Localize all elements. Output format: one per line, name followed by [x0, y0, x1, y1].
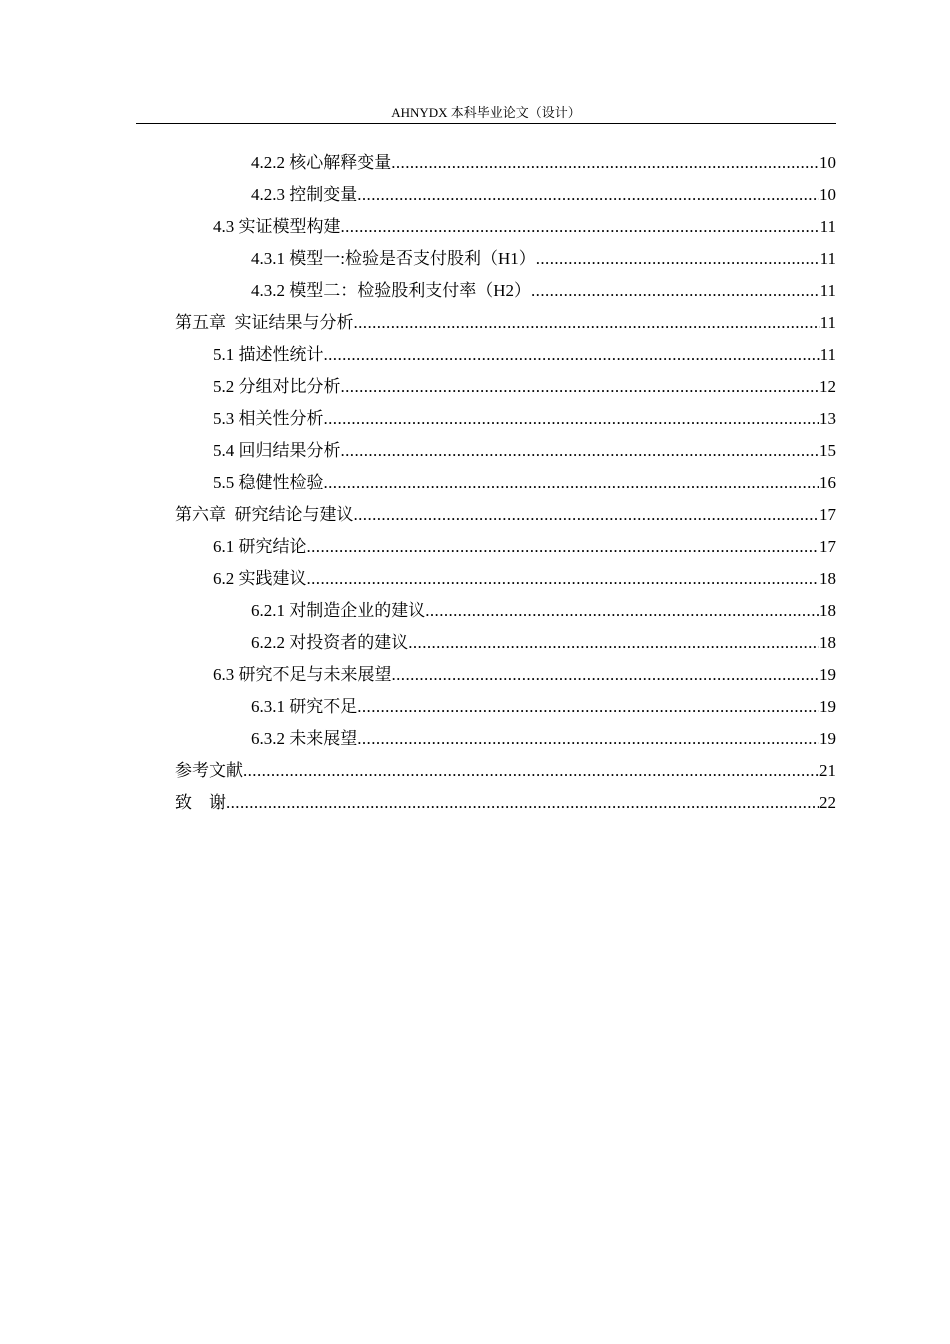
table-of-contents	[0, 142, 950, 814]
toc-entry-title: 4.2.2 核心解释变量	[251, 153, 392, 172]
toc-entry[interactable]	[251, 622, 836, 654]
toc-entry[interactable]	[175, 494, 836, 526]
toc-entry[interactable]	[251, 590, 836, 622]
toc-entry-title: 第五章 实证结果与分析	[175, 313, 354, 332]
toc-dot-leader	[357, 184, 819, 206]
toc-dot-leader	[341, 440, 820, 462]
page-header: AHNYDX 本科毕业论文（设计）	[391, 105, 581, 120]
toc-entry[interactable]	[213, 462, 836, 494]
toc-entry-page: 17	[819, 505, 836, 524]
toc-entry-title: 6.2 实践建议	[213, 569, 307, 588]
toc-entry-title: 4.3 实证模型构建	[213, 217, 341, 236]
toc-entry-title: 参考文献	[175, 761, 243, 780]
toc-entry-page: 18	[819, 633, 836, 652]
toc-entry-page: 17	[819, 537, 836, 556]
toc-entry[interactable]	[251, 238, 836, 270]
toc-dot-leader	[307, 536, 820, 558]
toc-entry-title: 4.2.3 控制变量	[251, 185, 358, 204]
toc-dot-leader	[307, 568, 820, 590]
toc-entry-page: 11	[819, 345, 836, 364]
toc-entry[interactable]	[213, 398, 836, 430]
toc-entry-title: 4.3.1 模型一:检验是否支付股利（H1）	[251, 249, 536, 268]
toc-dot-leader	[341, 216, 820, 238]
toc-entry-title: 6.2.1 对制造企业的建议	[251, 601, 426, 620]
toc-entry[interactable]	[251, 174, 836, 206]
toc-entry-page: 11	[819, 313, 836, 332]
toc-entry-page: 21	[819, 761, 836, 780]
toc-entry-title: 6.3.1 研究不足	[251, 697, 358, 716]
toc-entry-title: 5.1 描述性统计	[213, 345, 324, 364]
toc-entry[interactable]	[213, 334, 836, 366]
toc-entry-title: 6.3 研究不足与未来展望	[213, 665, 392, 684]
toc-entry-title: 6.1 研究结论	[213, 537, 307, 556]
toc-entry[interactable]	[213, 654, 836, 686]
toc-dot-leader	[536, 248, 820, 270]
toc-entry-page: 19	[819, 697, 836, 716]
toc-entry[interactable]	[251, 142, 836, 174]
toc-entry-page: 19	[819, 665, 836, 684]
toc-entry-page: 22	[819, 793, 836, 812]
toc-entry-title: 5.3 相关性分析	[213, 409, 324, 428]
toc-entry[interactable]	[213, 206, 836, 238]
toc-entry-page: 11	[819, 249, 836, 268]
header-rule	[136, 123, 836, 124]
toc-entry-page: 19	[819, 729, 836, 748]
toc-entry[interactable]	[175, 302, 836, 334]
toc-entry-title: 6.2.2 对投资者的建议	[251, 633, 409, 652]
toc-entry[interactable]	[251, 270, 836, 302]
toc-entry-page: 12	[819, 377, 836, 396]
toc-dot-leader	[341, 376, 820, 398]
toc-entry[interactable]	[213, 430, 836, 462]
toc-entry[interactable]	[213, 558, 836, 590]
toc-entry-title: 4.3.2 模型二：检验股利支付率（H2）	[251, 281, 532, 300]
toc-dot-leader	[391, 152, 819, 174]
toc-entry-title: 第六章 研究结论与建议	[175, 505, 354, 524]
toc-entry-page: 15	[819, 441, 836, 460]
toc-dot-leader	[354, 504, 820, 526]
toc-dot-leader	[324, 408, 820, 430]
toc-entry-page: 11	[819, 217, 836, 236]
toc-entry-page: 13	[819, 409, 836, 428]
toc-entry[interactable]	[175, 782, 836, 814]
toc-entry[interactable]	[213, 366, 836, 398]
toc-entry-page: 11	[819, 281, 836, 300]
toc-dot-leader	[226, 792, 819, 814]
toc-dot-leader	[324, 344, 820, 366]
toc-entry[interactable]	[251, 718, 836, 750]
toc-entry[interactable]	[213, 526, 836, 558]
toc-dot-leader	[425, 600, 819, 622]
toc-dot-leader	[354, 312, 820, 334]
toc-entry[interactable]	[175, 750, 836, 782]
toc-dot-leader	[357, 696, 819, 718]
toc-dot-leader	[408, 632, 819, 654]
toc-entry[interactable]	[251, 686, 836, 718]
toc-entry-page: 10	[819, 153, 836, 172]
toc-entry-title: 5.2 分组对比分析	[213, 377, 341, 396]
toc-entry-title: 6.3.2 未来展望	[251, 729, 358, 748]
toc-entry-page: 18	[819, 569, 836, 588]
toc-entry-title: 5.5 稳健性检验	[213, 473, 324, 492]
toc-dot-leader	[324, 472, 820, 494]
toc-dot-leader	[531, 280, 820, 302]
toc-entry-page: 18	[819, 601, 836, 620]
toc-dot-leader	[243, 760, 819, 782]
toc-entry-page: 10	[819, 185, 836, 204]
toc-entry-title: 5.4 回归结果分析	[213, 441, 341, 460]
toc-entry-page: 16	[819, 473, 836, 492]
toc-dot-leader	[392, 664, 820, 686]
toc-dot-leader	[357, 728, 819, 750]
toc-entry-title: 致 谢	[175, 793, 226, 812]
